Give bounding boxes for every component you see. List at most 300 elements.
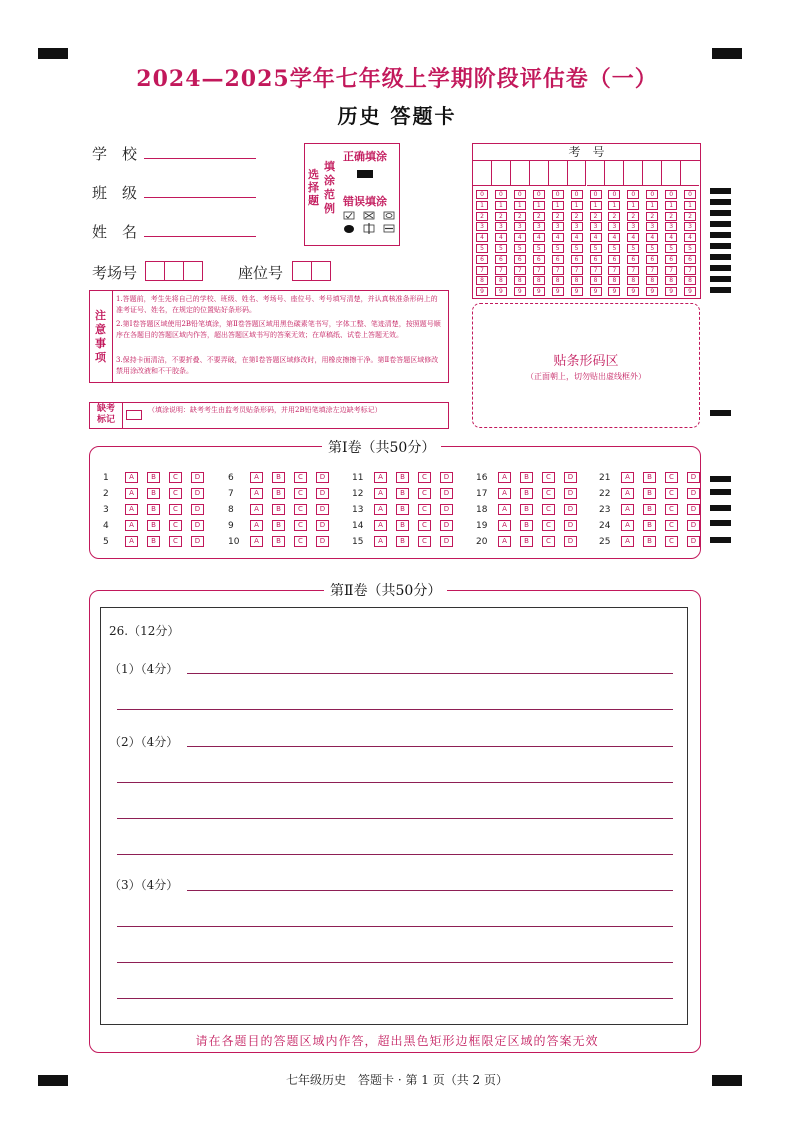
exam-digit-bubble[interactable]: 7 [646, 266, 658, 275]
exam-digit-bubble[interactable]: 0 [627, 190, 639, 199]
option-bubble-b[interactable]: B [520, 488, 533, 499]
name-field[interactable] [144, 236, 256, 237]
option-bubble-b[interactable]: B [147, 520, 160, 531]
exam-digit-bubble[interactable]: 2 [590, 212, 602, 221]
exam-digit-bubble[interactable]: 0 [684, 190, 696, 199]
option-bubble-a[interactable]: A [621, 488, 634, 499]
option-bubble-c[interactable]: C [542, 472, 555, 483]
part3-label: （3）（4分） [109, 878, 179, 892]
option-bubble-d[interactable]: D [440, 536, 453, 547]
answer-line[interactable] [117, 854, 673, 855]
question-row [103, 488, 213, 499]
exam-digit-bubble[interactable]: 3 [646, 222, 658, 231]
class-field[interactable] [144, 197, 256, 198]
option-bubble-b[interactable]: B [643, 504, 656, 515]
option-bubble-a[interactable]: A [374, 488, 387, 499]
option-bubble-b[interactable]: B [520, 472, 533, 483]
option-bubble-a[interactable]: A [621, 536, 634, 547]
exam-digit-bubble[interactable]: 3 [552, 222, 564, 231]
option-bubble-d[interactable]: D [316, 536, 329, 547]
exam-digit-bubble[interactable]: 2 [533, 212, 545, 221]
exam-digit-bubble[interactable]: 9 [646, 287, 658, 296]
option-bubble-c[interactable]: C [542, 536, 555, 547]
exam-digit-bubble[interactable]: 2 [627, 212, 639, 221]
exam-digit-bubble[interactable]: 7 [684, 266, 696, 275]
exam-digit-bubble[interactable]: 8 [684, 276, 696, 285]
option-bubble-b[interactable]: B [272, 520, 285, 531]
answer-line[interactable] [117, 926, 673, 927]
exam-digit-bubble[interactable]: 1 [533, 201, 545, 210]
exam-digit-bubble[interactable]: 9 [514, 287, 526, 296]
answer-line[interactable] [187, 890, 673, 891]
question-number: 23 [599, 505, 611, 515]
option-bubble-d[interactable]: D [564, 520, 577, 531]
exam-digit-bubble[interactable]: 9 [665, 287, 677, 296]
exam-digit-bubble[interactable]: 8 [646, 276, 658, 285]
exam-digit-bubble[interactable]: 8 [627, 276, 639, 285]
exam-digit-bubble[interactable]: 3 [533, 222, 545, 231]
option-bubble-c[interactable]: C [418, 488, 431, 499]
question-number: 22 [599, 489, 611, 499]
exam-digit-bubble[interactable]: 5 [684, 244, 696, 253]
option-bubble-a[interactable]: A [621, 504, 634, 515]
exam-room-box-1[interactable] [145, 261, 165, 281]
option-bubble-c[interactable]: C [542, 488, 555, 499]
option-bubble-b[interactable]: B [520, 536, 533, 547]
option-bubble-a[interactable]: A [125, 536, 138, 547]
option-bubble-a[interactable]: A [621, 520, 634, 531]
timing-mark [710, 232, 731, 238]
question-row [352, 504, 462, 515]
option-bubble-c[interactable]: C [665, 472, 678, 483]
exam-digit-bubble[interactable]: 7 [608, 266, 620, 275]
answer-line[interactable] [117, 709, 673, 710]
question-number: 11 [352, 473, 364, 483]
exam-digit-bubble[interactable]: 0 [514, 190, 526, 199]
option-bubble-d[interactable]: D [440, 472, 453, 483]
exam-number-write-cell[interactable] [662, 161, 681, 186]
exam-digit-bubble[interactable]: 2 [608, 212, 620, 221]
exam-digit-bubble[interactable]: 5 [608, 244, 620, 253]
exam-digit-bubble[interactable]: 0 [476, 190, 488, 199]
option-bubble-a[interactable]: A [125, 520, 138, 531]
answer-area[interactable] [100, 607, 688, 1025]
school-field[interactable] [144, 158, 256, 159]
option-bubble-c[interactable]: C [418, 472, 431, 483]
option-bubble-d[interactable]: D [316, 504, 329, 515]
option-bubble-b[interactable]: B [396, 504, 409, 515]
answer-line[interactable] [187, 746, 673, 747]
option-bubble-b[interactable]: B [147, 504, 160, 515]
barcode-area[interactable] [472, 303, 700, 428]
question-row [228, 472, 338, 483]
exam-digit-bubble[interactable]: 5 [590, 244, 602, 253]
option-bubble-d[interactable]: D [564, 536, 577, 547]
option-bubble-a[interactable]: A [374, 536, 387, 547]
wrong-fill-samples [343, 210, 397, 238]
exam-digit-bubble[interactable]: 6 [608, 255, 620, 264]
exam-digit-bubble[interactable]: 1 [627, 201, 639, 210]
exam-digit-bubble[interactable]: 7 [571, 266, 583, 275]
exam-digit-bubble[interactable]: 6 [646, 255, 658, 264]
option-bubble-c[interactable]: C [418, 536, 431, 547]
timing-mark [710, 221, 731, 227]
exam-digit-bubble[interactable]: 5 [571, 244, 583, 253]
option-bubble-d[interactable]: D [191, 504, 204, 515]
exam-digit-bubble[interactable]: 5 [665, 244, 677, 253]
option-bubble-b[interactable]: B [147, 472, 160, 483]
exam-number-write-cell[interactable] [568, 161, 587, 186]
option-bubble-d[interactable]: D [191, 536, 204, 547]
option-bubble-d[interactable]: D [687, 536, 700, 547]
question-number: 18 [476, 505, 488, 515]
timing-mark [710, 476, 731, 482]
option-bubble-b[interactable]: B [272, 504, 285, 515]
exam-digit-bubble[interactable]: 3 [684, 222, 696, 231]
exam-digit-bubble[interactable]: 4 [608, 233, 620, 242]
option-bubble-c[interactable]: C [294, 504, 307, 515]
exam-digit-bubble[interactable]: 3 [608, 222, 620, 231]
exam-digit-bubble[interactable]: 3 [476, 222, 488, 231]
exam-number-write-cell[interactable] [605, 161, 624, 186]
option-bubble-a[interactable]: A [621, 472, 634, 483]
answer-line[interactable] [117, 782, 673, 783]
option-bubble-c[interactable]: C [665, 504, 678, 515]
option-bubble-d[interactable]: D [191, 472, 204, 483]
question-row [103, 520, 213, 531]
question-number: 25 [599, 537, 611, 547]
exam-digit-bubble[interactable]: 5 [495, 244, 507, 253]
option-bubble-b[interactable]: B [147, 488, 160, 499]
corner-mark-top-right [712, 48, 742, 59]
exam-digit-bubble[interactable]: 2 [646, 212, 658, 221]
option-bubble-d[interactable]: D [564, 504, 577, 515]
exam-digit-bubble[interactable]: 1 [646, 201, 658, 210]
option-bubble-c[interactable]: C [294, 472, 307, 483]
exam-digit-bubble[interactable]: 1 [684, 201, 696, 210]
exam-digit-bubble[interactable]: 2 [684, 212, 696, 221]
timing-mark [710, 210, 731, 216]
exam-number-write-cell[interactable] [473, 161, 492, 186]
option-bubble-a[interactable]: A [374, 504, 387, 515]
option-bubble-d[interactable]: D [687, 488, 700, 499]
exam-number-write-cell[interactable] [549, 161, 568, 186]
exam-digit-bubble[interactable]: 7 [514, 266, 526, 275]
option-bubble-d[interactable]: D [440, 520, 453, 531]
option-bubble-c[interactable]: C [294, 488, 307, 499]
question-row [476, 488, 586, 499]
question-row [476, 520, 586, 531]
option-bubble-d[interactable]: D [564, 472, 577, 483]
exam-digit-bubble[interactable]: 8 [495, 276, 507, 285]
exam-digit-bubble[interactable]: 6 [684, 255, 696, 264]
question-row [352, 536, 462, 547]
exam-digit-bubble[interactable]: 0 [590, 190, 602, 199]
option-bubble-a[interactable]: A [374, 520, 387, 531]
exam-digit-bubble[interactable]: 5 [533, 244, 545, 253]
exam-digit-bubble[interactable]: 2 [552, 212, 564, 221]
option-bubble-c[interactable]: C [169, 536, 182, 547]
option-bubble-b[interactable]: B [272, 536, 285, 547]
exam-digit-bubble[interactable]: 0 [495, 190, 507, 199]
seat-box-2[interactable] [311, 261, 331, 281]
option-bubble-d[interactable]: D [687, 520, 700, 531]
exam-digit-bubble[interactable]: 2 [495, 212, 507, 221]
option-bubble-a[interactable]: A [250, 504, 263, 515]
exam-digit-bubble[interactable]: 6 [552, 255, 564, 264]
exam-digit-bubble[interactable]: 8 [608, 276, 620, 285]
answer-line[interactable] [117, 962, 673, 963]
seat-label: 座位号 [238, 264, 284, 282]
exam-digit-bubble[interactable]: 7 [495, 266, 507, 275]
question-number: 2 [103, 489, 109, 499]
exam-digit-bubble[interactable]: 5 [476, 244, 488, 253]
option-bubble-d[interactable]: D [316, 488, 329, 499]
question-number: 17 [476, 489, 488, 499]
question-number: 9 [228, 521, 234, 531]
option-bubble-b[interactable]: B [272, 488, 285, 499]
option-bubble-b[interactable]: B [520, 520, 533, 531]
exam-digit-bubble[interactable]: 3 [495, 222, 507, 231]
exam-digit-bubble[interactable]: 6 [627, 255, 639, 264]
exam-number-write-cell[interactable] [681, 161, 699, 186]
option-bubble-d[interactable]: D [440, 504, 453, 515]
exam-digit-bubble[interactable]: 4 [684, 233, 696, 242]
exam-digit-bubble[interactable]: 6 [571, 255, 583, 264]
exam-digit-bubble[interactable]: 0 [665, 190, 677, 199]
exam-digit-bubble[interactable]: 9 [495, 287, 507, 296]
option-bubble-a[interactable]: A [125, 472, 138, 483]
option-bubble-c[interactable]: C [169, 520, 182, 531]
exam-digit-bubble[interactable]: 7 [627, 266, 639, 275]
absent-note: （填涂说明：缺考考生由监考员贴条形码，并用2B铅笔填涂左边缺考标记） [148, 406, 382, 414]
exam-digit-bubble[interactable]: 3 [627, 222, 639, 231]
exam-digit-bubble[interactable]: 7 [533, 266, 545, 275]
school-label: 学 校 [92, 145, 138, 163]
exam-number-box [472, 143, 701, 299]
timing-mark [710, 188, 731, 194]
exam-number-write-cell[interactable] [492, 161, 511, 186]
option-bubble-b[interactable]: B [396, 520, 409, 531]
exam-digit-bubble[interactable]: 8 [590, 276, 602, 285]
notice-item-1: 1.答题前，考生先将自己的学校、班级、姓名、考场号、座位号、考号填写清楚，并认真核准条形码上的准考证号、姓名，在规定的位置贴好条形码。 [116, 295, 438, 314]
exam-digit-bubble[interactable]: 7 [476, 266, 488, 275]
exam-digit-bubble[interactable]: 6 [476, 255, 488, 264]
exam-digit-bubble[interactable]: 7 [590, 266, 602, 275]
option-bubble-d[interactable]: D [687, 504, 700, 515]
exam-digit-bubble[interactable]: 2 [571, 212, 583, 221]
timing-mark [710, 254, 731, 260]
exam-digit-bubble[interactable]: 1 [571, 201, 583, 210]
option-bubble-d[interactable]: D [440, 488, 453, 499]
exam-digit-bubble[interactable]: 2 [476, 212, 488, 221]
exam-digit-bubble[interactable]: 9 [627, 287, 639, 296]
option-bubble-d[interactable]: D [564, 488, 577, 499]
option-bubble-d[interactable]: D [316, 520, 329, 531]
answer-line[interactable] [187, 673, 673, 674]
option-bubble-d[interactable]: D [687, 472, 700, 483]
exam-room-box-3[interactable] [183, 261, 203, 281]
question-row [103, 472, 213, 483]
exam-digit-bubble[interactable]: 8 [476, 276, 488, 285]
timing-mark [710, 505, 731, 511]
option-bubble-c[interactable]: C [542, 504, 555, 515]
exam-room-box-2[interactable] [164, 261, 184, 281]
exam-digit-bubble[interactable]: 1 [495, 201, 507, 210]
barcode-hint: （正面朝上，切勿贴出虚线框外） [526, 372, 646, 381]
question-row [476, 536, 586, 547]
option-bubble-c[interactable]: C [294, 520, 307, 531]
option-bubble-a[interactable]: A [374, 472, 387, 483]
exam-digit-bubble[interactable]: 5 [646, 244, 658, 253]
option-bubble-b[interactable]: B [396, 536, 409, 547]
option-bubble-b[interactable]: B [272, 472, 285, 483]
exam-digit-bubble[interactable]: 1 [608, 201, 620, 210]
exam-digit-bubble[interactable]: 4 [495, 233, 507, 242]
exam-digit-bubble[interactable]: 2 [514, 212, 526, 221]
question-number: 21 [599, 473, 611, 483]
exam-digit-bubble[interactable]: 0 [608, 190, 620, 199]
option-bubble-b[interactable]: B [643, 488, 656, 499]
exam-number-write-cell[interactable] [530, 161, 549, 186]
option-bubble-c[interactable]: C [665, 488, 678, 499]
seat-box-1[interactable] [292, 261, 312, 281]
exam-digit-bubble[interactable]: 4 [533, 233, 545, 242]
option-bubble-a[interactable]: A [498, 504, 511, 515]
question-row [228, 536, 338, 547]
question-row [352, 488, 462, 499]
exam-digit-bubble[interactable]: 9 [608, 287, 620, 296]
option-bubble-b[interactable]: B [396, 488, 409, 499]
exam-digit-bubble[interactable]: 4 [514, 233, 526, 242]
exam-digit-bubble[interactable]: 4 [665, 233, 677, 242]
exam-digit-bubble[interactable]: 5 [627, 244, 639, 253]
exam-digit-bubble[interactable]: 9 [590, 287, 602, 296]
exam-digit-bubble[interactable]: 8 [514, 276, 526, 285]
exam-digit-bubble[interactable]: 8 [552, 276, 564, 285]
exam-digit-bubble[interactable]: 4 [590, 233, 602, 242]
answer-line[interactable] [117, 998, 673, 999]
option-bubble-c[interactable]: C [418, 504, 431, 515]
exam-digit-bubble[interactable]: 9 [684, 287, 696, 296]
option-bubble-a[interactable]: A [250, 488, 263, 499]
page-title: 2024—2025学年七年级上学期阶段评估卷（一） [136, 66, 658, 92]
option-bubble-a[interactable]: A [498, 520, 511, 531]
barcode-label: 贴条形码区 [553, 354, 619, 369]
exam-digit-bubble[interactable]: 8 [571, 276, 583, 285]
fill-example-box [304, 143, 400, 246]
option-bubble-c[interactable]: C [169, 472, 182, 483]
exam-digit-bubble[interactable]: 6 [495, 255, 507, 264]
exam-digit-bubble[interactable]: 0 [533, 190, 545, 199]
option-bubble-a[interactable]: A [125, 488, 138, 499]
exam-digit-bubble[interactable]: 2 [665, 212, 677, 221]
option-bubble-d[interactable]: D [191, 520, 204, 531]
exam-digit-bubble[interactable]: 1 [552, 201, 564, 210]
exam-digit-bubble[interactable]: 3 [514, 222, 526, 231]
exam-digit-bubble[interactable]: 1 [514, 201, 526, 210]
exam-digit-bubble[interactable]: 6 [665, 255, 677, 264]
exam-digit-bubble[interactable]: 8 [533, 276, 545, 285]
exam-digit-bubble[interactable]: 5 [514, 244, 526, 253]
option-bubble-c[interactable]: C [665, 536, 678, 547]
option-bubble-a[interactable]: A [498, 488, 511, 499]
exam-number-write-cell[interactable] [587, 161, 606, 186]
notice-box [89, 290, 449, 383]
timing-mark [710, 199, 731, 205]
exam-digit-bubble[interactable]: 4 [552, 233, 564, 242]
exam-digit-bubble[interactable]: 9 [533, 287, 545, 296]
option-bubble-b[interactable]: B [643, 520, 656, 531]
question-number: 6 [228, 473, 234, 483]
option-bubble-c[interactable]: C [665, 520, 678, 531]
exam-digit-bubble[interactable]: 9 [571, 287, 583, 296]
absent-checkbox[interactable] [126, 410, 142, 420]
option-bubble-b[interactable]: B [643, 472, 656, 483]
question-number: 20 [476, 537, 488, 547]
exam-digit-bubble[interactable]: 9 [476, 287, 488, 296]
exam-digit-bubble[interactable]: 7 [665, 266, 677, 275]
option-bubble-b[interactable]: B [147, 536, 160, 547]
exam-digit-bubble[interactable]: 0 [571, 190, 583, 199]
exam-digit-bubble[interactable]: 1 [665, 201, 677, 210]
absent-label: 缺考标记 [96, 404, 115, 425]
option-bubble-b[interactable]: B [396, 472, 409, 483]
option-bubble-d[interactable]: D [191, 488, 204, 499]
option-bubble-a[interactable]: A [125, 504, 138, 515]
option-bubble-c[interactable]: C [294, 536, 307, 547]
option-bubble-a[interactable]: A [250, 536, 263, 547]
exam-digit-bubble[interactable]: 4 [476, 233, 488, 242]
question-row [228, 520, 338, 531]
exam-number-write-cell[interactable] [643, 161, 662, 186]
exam-digit-bubble[interactable]: 1 [476, 201, 488, 210]
option-bubble-c[interactable]: C [169, 504, 182, 515]
option-bubble-a[interactable]: A [250, 520, 263, 531]
option-bubble-d[interactable]: D [316, 472, 329, 483]
exam-digit-bubble[interactable]: 4 [646, 233, 658, 242]
option-bubble-a[interactable]: A [498, 472, 511, 483]
exam-digit-bubble[interactable]: 7 [552, 266, 564, 275]
exam-digit-bubble[interactable]: 4 [571, 233, 583, 242]
exam-digit-bubble[interactable]: 3 [665, 222, 677, 231]
option-bubble-b[interactable]: B [520, 504, 533, 515]
exam-digit-bubble[interactable]: 6 [514, 255, 526, 264]
exam-digit-bubble[interactable]: 5 [552, 244, 564, 253]
option-bubble-a[interactable]: A [498, 536, 511, 547]
exam-digit-bubble[interactable]: 1 [590, 201, 602, 210]
q26-label: 26.（12分） [109, 624, 180, 638]
answer-line[interactable] [117, 818, 673, 819]
option-bubble-c[interactable]: C [418, 520, 431, 531]
exam-digit-bubble[interactable]: 9 [552, 287, 564, 296]
exam-digit-bubble[interactable]: 4 [627, 233, 639, 242]
option-bubble-b[interactable]: B [643, 536, 656, 547]
exam-digit-bubble[interactable]: 6 [590, 255, 602, 264]
exam-digit-bubble[interactable]: 6 [533, 255, 545, 264]
exam-digit-bubble[interactable]: 0 [552, 190, 564, 199]
timing-mark [710, 287, 731, 293]
option-bubble-c[interactable]: C [169, 488, 182, 499]
exam-digit-bubble[interactable]: 3 [571, 222, 583, 231]
exam-digit-bubble[interactable]: 0 [646, 190, 658, 199]
exam-number-write-cell[interactable] [511, 161, 530, 186]
exam-number-write-cell[interactable] [624, 161, 643, 186]
option-bubble-a[interactable]: A [250, 472, 263, 483]
exam-digit-bubble[interactable]: 3 [590, 222, 602, 231]
exam-digit-bubble[interactable]: 8 [665, 276, 677, 285]
option-bubble-c[interactable]: C [542, 520, 555, 531]
